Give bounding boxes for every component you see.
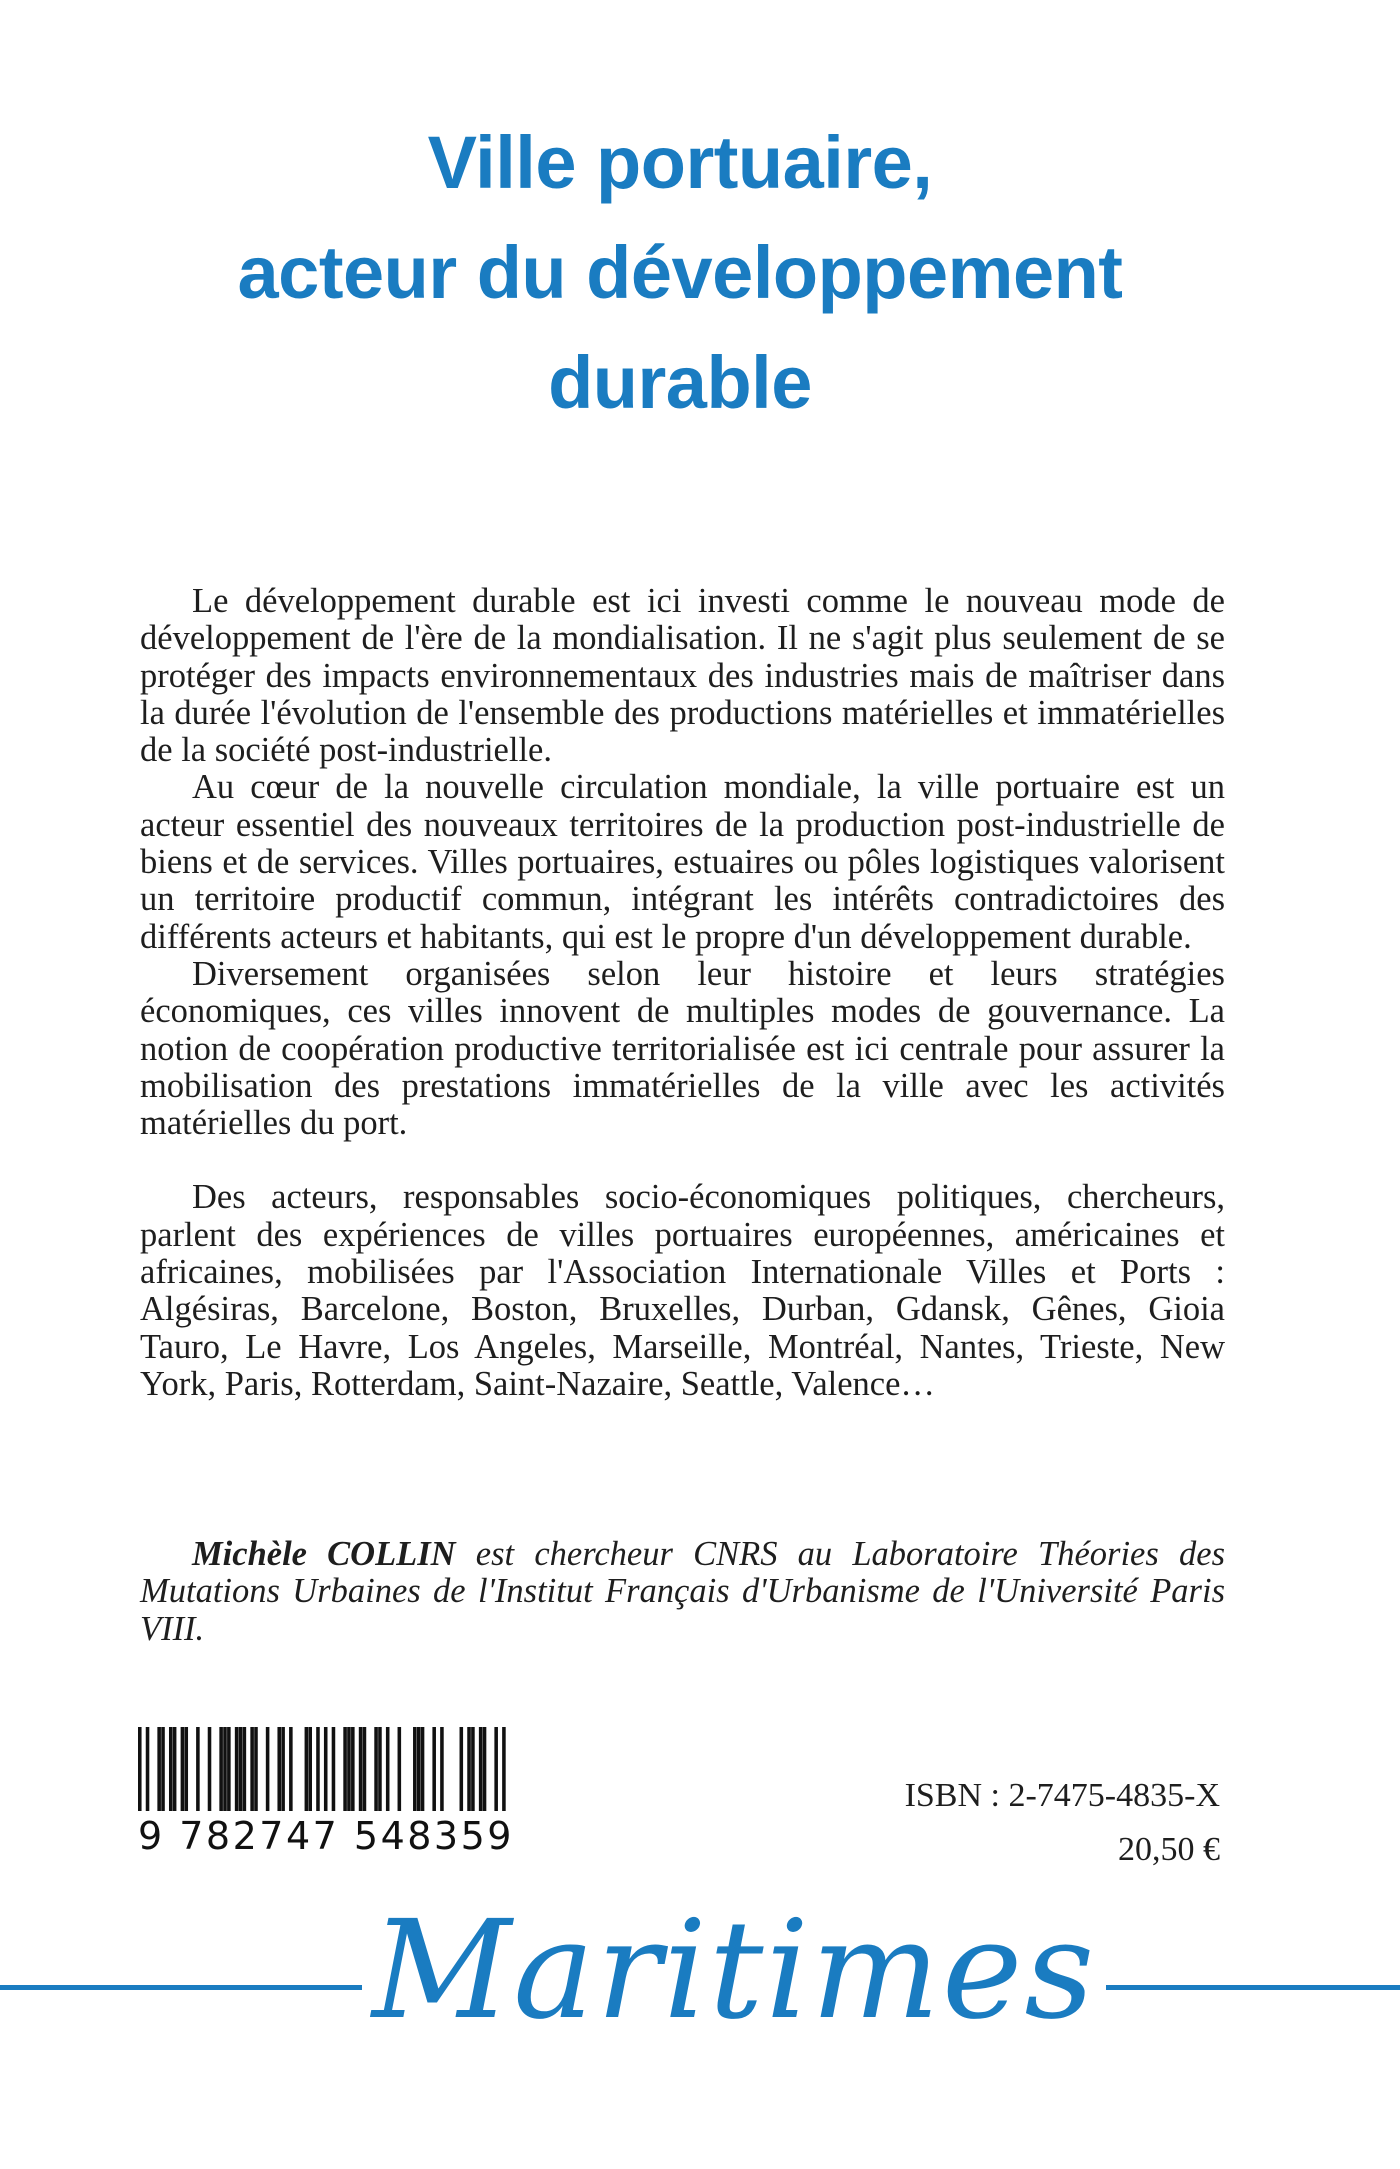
author-name: Michèle COLLIN (192, 1535, 456, 1573)
barcode-bar (324, 1727, 328, 1811)
barcode-bar (413, 1727, 417, 1811)
barcode-bar (363, 1727, 367, 1811)
barcode-bar (219, 1727, 223, 1811)
barcode-bar (161, 1727, 165, 1811)
barcode-bar (196, 1727, 200, 1811)
barcode-bar (173, 1727, 177, 1811)
barcode-bar (351, 1727, 355, 1811)
blurb-paragraph-1: Le développement durable est ici investi comme le nouveau mode de développement de l'ère de la mondialisation. Il ne s'agit plus seulement de se protéger des impacts environnementaux des industries mais de maîtriser dans la durée l'évolution de l'ensemble des productions matérielles et immatérielles de la société post-industrielle. (140, 582, 1225, 770)
barcode-bar (440, 1727, 444, 1811)
barcode-bar (243, 1727, 247, 1811)
barcode-bar (239, 1727, 243, 1811)
barcode-digits: 9 782747 548359 (138, 1814, 514, 1858)
barcode-bar (374, 1727, 378, 1811)
barcode-bar (223, 1727, 227, 1811)
barcode-bar (169, 1727, 173, 1811)
barcode-bar (254, 1727, 258, 1811)
barcode-bar (184, 1727, 188, 1811)
barcode-bar (483, 1727, 487, 1811)
title-line-2: acteur du développement (237, 231, 1123, 314)
barcode-bar (308, 1727, 312, 1811)
barcode-bar (235, 1727, 239, 1811)
blurb-paragraph-2: Au cœur de la nouvelle circulation mondiale, la ville portuaire est un acteur essentiel des nouveaux territoires de la production post-industrielle de biens et de services. Villes portuaires, estuaires ou pôles logistiques valorisent un territoire productif commun, intégrant les intérêts contradictoires des différents acteurs et habitants, qui est le propre d'un développement durable. (140, 768, 1225, 956)
barcode-bar (332, 1727, 336, 1811)
barcode-bar (277, 1727, 281, 1811)
barcode-bar (181, 1727, 185, 1811)
price: 20,50 € (1118, 1831, 1220, 1868)
isbn: ISBN : 2-7475-4835-X (904, 1777, 1220, 1814)
barcode-bar (378, 1727, 382, 1811)
barcode-bar (146, 1727, 150, 1811)
author-bio (140, 1536, 1225, 1648)
barcode-bar (347, 1727, 351, 1811)
back-cover-blurb (140, 583, 1225, 1403)
blurb-paragraph-4: Des acteurs, responsables socio-économiques politiques, chercheurs, parlent des expériences de villes portuaires européennes, américaines et africaines, mobilisées par l'Association Internationale Villes et Ports : Algésiras, Barcelone, Boston, Bruxelles, Durban, Gdansk, Gênes, Gioia Tauro, Le Havre, Los Angeles, Marseille, Montréal, Nantes, Trieste, New York, Paris, Rotterdam, Saint-Nazaire, Seattle, Valence… (140, 1178, 1225, 1403)
barcode-bar (467, 1727, 471, 1811)
book-title (0, 108, 1360, 438)
barcode-bar (460, 1727, 464, 1811)
title-line-3: durable (548, 341, 812, 424)
series-logo: Maritimes (362, 1896, 1106, 2046)
barcode-bar (250, 1727, 254, 1811)
barcode-bar (359, 1727, 363, 1811)
barcode-bar (479, 1727, 483, 1811)
barcode-bar (289, 1727, 293, 1811)
barcode-bar (227, 1727, 231, 1811)
barcode-bar (494, 1727, 498, 1811)
barcode (138, 1727, 514, 1889)
title-line-1: Ville portuaire, (427, 121, 933, 204)
blurb-paragraph-3: Diversement organisées selon leur histoire et leurs stratégies économiques, ces villes innovent de multiples modes de gouvernance. La notion de coopération productive territorialisée est ici centrale pour assurer la mobilisation des prestations immatérielles de la ville avec les activités matérielles du port. (140, 954, 1225, 1143)
barcode-bar (266, 1727, 270, 1811)
barcode-bars (138, 1727, 506, 1811)
barcode-bar (281, 1727, 285, 1811)
barcode-bar (305, 1727, 309, 1811)
barcode-bar (471, 1727, 475, 1811)
barcode-bar (138, 1727, 142, 1811)
author-description: est chercheur CNRS au Laboratoire Théories des Mutations Urbaines de l'Institut Français d'Urbanisme de l'Université Paris VIII. (140, 1535, 1225, 1648)
barcode-bar (157, 1727, 161, 1811)
barcode-bar (398, 1727, 402, 1811)
barcode-bar (502, 1727, 506, 1811)
barcode-bar (386, 1727, 390, 1811)
barcode-bar (417, 1727, 421, 1811)
barcode-bar (208, 1727, 212, 1811)
barcode-bar (432, 1727, 436, 1811)
barcode-bar (343, 1727, 347, 1811)
barcode-bar (421, 1727, 425, 1811)
barcode-bar (316, 1727, 320, 1811)
